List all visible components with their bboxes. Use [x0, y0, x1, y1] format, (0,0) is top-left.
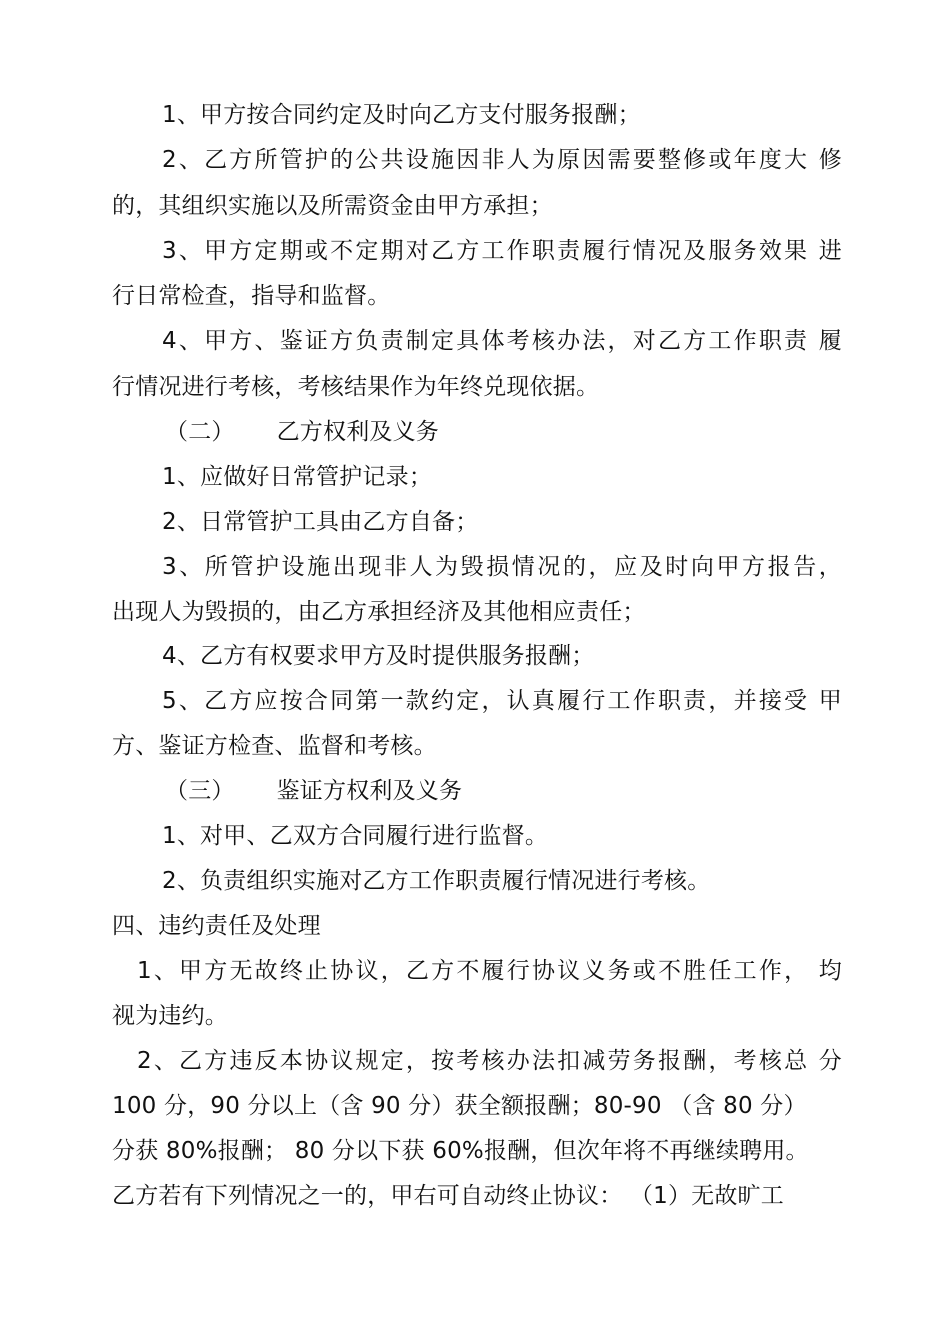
text-line: 1、甲方按合同约定及时向乙方支付服务报酬； — [162, 102, 641, 128]
text-line: 3、所管护设施出现非人为毁损情况的，应及时向甲方报告， — [162, 554, 842, 580]
text-line: 1、对甲、乙双方合同履行进行监督。 — [162, 823, 549, 849]
text-line: 的，其组织实施以及所需资金由甲方承担； — [112, 193, 553, 219]
section-title: 乙方权利及义务 — [276, 419, 440, 445]
text-line: 5、乙方应按合同第一款约定，认真履行工作职责，并接受 甲 — [162, 688, 842, 714]
text-line: 1、甲方无故终止协议，乙方不履行协议义务或不胜任工作， 均 — [137, 958, 842, 984]
text-line: 分获 80%报酬； 80 分以下获 60%报酬，但次年将不再继续聘用。 — [112, 1138, 809, 1164]
section-title: 鉴证方权利及义务 — [276, 778, 463, 804]
text-line: 1、应做好日常管护记录； — [162, 464, 433, 490]
text-line: 视为违约。 — [112, 1003, 228, 1029]
section-number: （二） — [165, 419, 235, 445]
text-line: 4、甲方、鉴证方负责制定具体考核办法，对乙方工作职责 履 — [162, 328, 842, 354]
text-line: 3、甲方定期或不定期对乙方工作职责履行情况及服务效果 进 — [162, 238, 842, 264]
text-line: 100 分，90 分以上（含 90 分）获全额报酬；80-90 （含 80 分） — [112, 1093, 807, 1119]
section-heading — [165, 417, 842, 447]
text-line: 2、负责组织实施对乙方工作职责履行情况进行考核。 — [162, 868, 711, 894]
section-heading — [165, 776, 842, 806]
text-line: 乙方若有下列情况之一的，甲右可自动终止协议： （1）无故旷工 — [112, 1183, 784, 1209]
text-line: 2、乙方违反本协议规定，按考核办法扣减劳务报酬，考核总 分 — [137, 1048, 842, 1074]
text-line: 2、乙方所管护的公共设施因非人为原因需要整修或年度大 修 — [162, 147, 842, 173]
text-line: 行情况进行考核，考核结果作为年终兑现依据。 — [112, 374, 600, 400]
chapter-heading: 四、违约责任及处理 — [112, 913, 321, 939]
text-line: 2、日常管护工具由乙方自备； — [162, 509, 479, 535]
section-number: （三） — [165, 778, 235, 804]
text-line: 行日常检查，指导和监督。 — [112, 283, 391, 309]
text-line: 4、乙方有权要求甲方及时提供服务报酬； — [162, 643, 595, 669]
text-line: 方、鉴证方检查、监督和考核。 — [112, 733, 437, 759]
text-line: 出现人为毁损的，由乙方承担经济及其他相应责任； — [112, 599, 646, 625]
